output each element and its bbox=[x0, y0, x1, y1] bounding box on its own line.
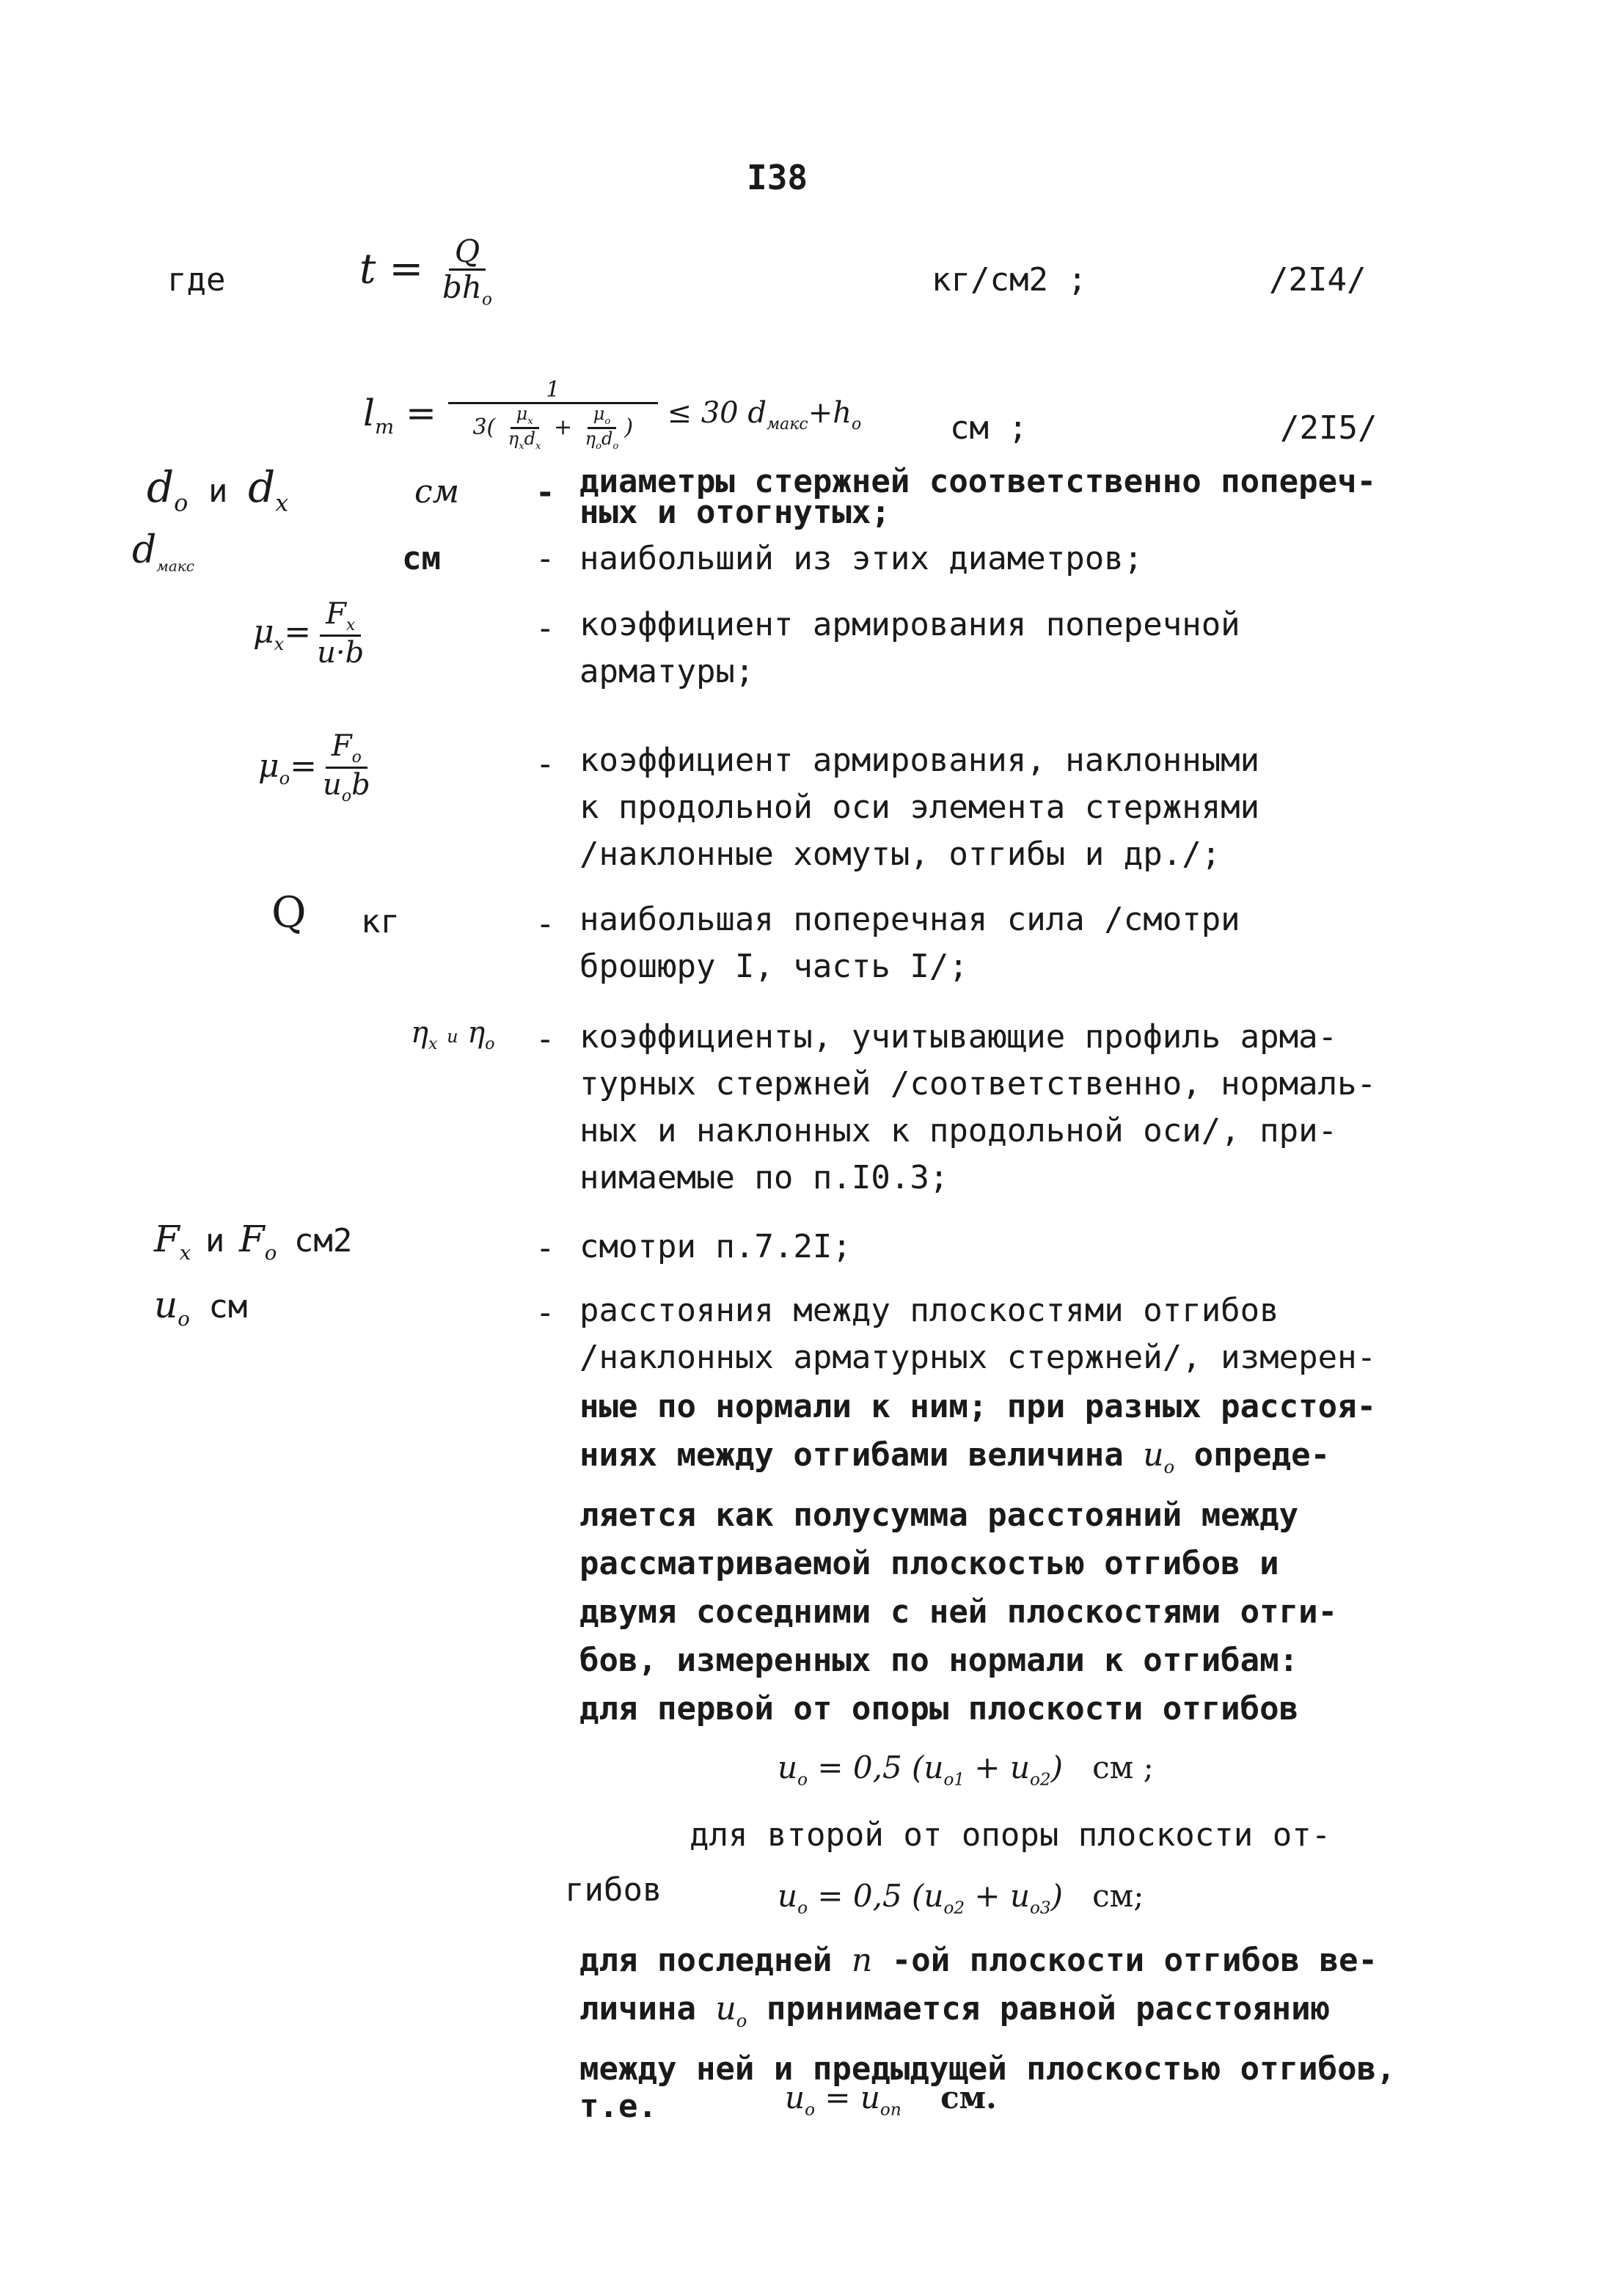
eq215-number: /2I5/ bbox=[1280, 409, 1378, 447]
def-eta-desc: коэффициенты, учитывающие профиль арма- турных стержней /соответственно, нормаль- ных и наклонных к продольной оси/, при- нимаемые по п.I0.3; bbox=[579, 1018, 1377, 1196]
def-f-symbols: $F_x$ и $F_o$ см2 bbox=[154, 1218, 353, 1265]
eq215-unit: см ; bbox=[950, 409, 1028, 447]
def-q-symbol: Q bbox=[271, 888, 307, 937]
u-formula-first: $u_o = 0,5$ $(u_{o1} + u_{o2})$ см ; bbox=[778, 1750, 1154, 1790]
def-mux-formula: $\mu_x=$ $\frac{F_x}{u\cdot b}$ bbox=[253, 597, 365, 670]
u-last-te: т.е. bbox=[579, 2088, 657, 2125]
eq214-lead: где bbox=[167, 261, 226, 299]
def-u-symbol: $u_o$ см bbox=[154, 1284, 248, 1331]
def-d-symbols: $d_o$ и $d_x$ bbox=[147, 462, 289, 517]
u-last-block: для последней n -ой плоскости отгибов ве- личина $u_o$ принимается равной расстоянию между ней и предыдущей плоскостью отгибов, bbox=[579, 1942, 1396, 2088]
eq215-formula: $l_т$ = 1 3( $\frac{\mu_x}{\eta_xd_x}$ + $\frac{\mu_o}{\eta_od_o}$ ) ≤ 30 $d_{макс}+h_o$ bbox=[363, 377, 862, 453]
def-dmax-dash: - bbox=[535, 540, 555, 577]
def-q-desc: наибольшая поперечная сила /смотри брошюру I, часть I/; bbox=[579, 901, 1240, 985]
eq214-number: /2I4/ bbox=[1269, 261, 1367, 299]
def-muo-formula: $\mu_o=$ $\frac{F_o}{u_ob}$ bbox=[258, 729, 370, 806]
def-d-dash: - bbox=[535, 474, 555, 511]
eq214-formula: t = $\frac{Q}{bh_o}$ bbox=[359, 233, 492, 310]
def-muo-desc: коэффициент армирования, наклонными к продольной оси элемента стержнями /наклонные хомуты, отгибы и др./; bbox=[579, 742, 1260, 873]
def-dmax-unit: см bbox=[402, 540, 441, 577]
u-formula-last: $u_o = u_{on}$ см. bbox=[785, 2080, 997, 2120]
def-q-dash: - bbox=[535, 905, 555, 943]
u-second-cont: гибов bbox=[565, 1871, 662, 1909]
def-dmax-symbol: $d_{макс}$ bbox=[132, 528, 194, 575]
def-q-unit: кг bbox=[361, 903, 400, 940]
def-muo-dash: - bbox=[535, 745, 555, 783]
def-d-desc: диаметры стержней соответственно попереч- ных и отогнутых; bbox=[579, 463, 1377, 531]
u-second-line: для второй от опоры плоскости от- bbox=[690, 1816, 1331, 1854]
def-d-unit: см bbox=[414, 473, 460, 511]
def-u-dash: - bbox=[535, 1294, 555, 1331]
u-bold-block: ные по нормали к ним; при разных расстоя- ниях между отгибами величина $u_o$ опреде- ляется как полусумма расстояний между рассматриваемой плоскостью отгибов и двумя соседними с ней плоскостями отги- бов, измеренных по нормали к отгибам: для первой от опоры плоскости отгибов bbox=[579, 1388, 1377, 1728]
def-u-desc: расстояния между плоскостями отгибов /наклонных арматурных стержней/, измерен- bbox=[579, 1292, 1377, 1376]
eq214-unit: кг/см2 ; bbox=[932, 261, 1087, 299]
def-eta-symbols: $\eta_x$ и $\eta_o$ bbox=[411, 1016, 495, 1053]
def-mux-dash: - bbox=[535, 610, 555, 647]
page-number: I38 bbox=[747, 158, 808, 197]
def-eta-dash: - bbox=[535, 1020, 555, 1058]
def-dmax-desc: наибольший из этих диаметров; bbox=[579, 540, 1144, 577]
def-mux-desc: коэффициент армирования поперечной арматуры; bbox=[579, 606, 1240, 690]
def-f-dash: - bbox=[535, 1229, 555, 1267]
u-formula-second: $u_o = 0,5$ $(u_{o2} + u_{o3})$ см; bbox=[778, 1878, 1144, 1918]
def-f-desc: смотри п.7.2I; bbox=[579, 1228, 852, 1265]
